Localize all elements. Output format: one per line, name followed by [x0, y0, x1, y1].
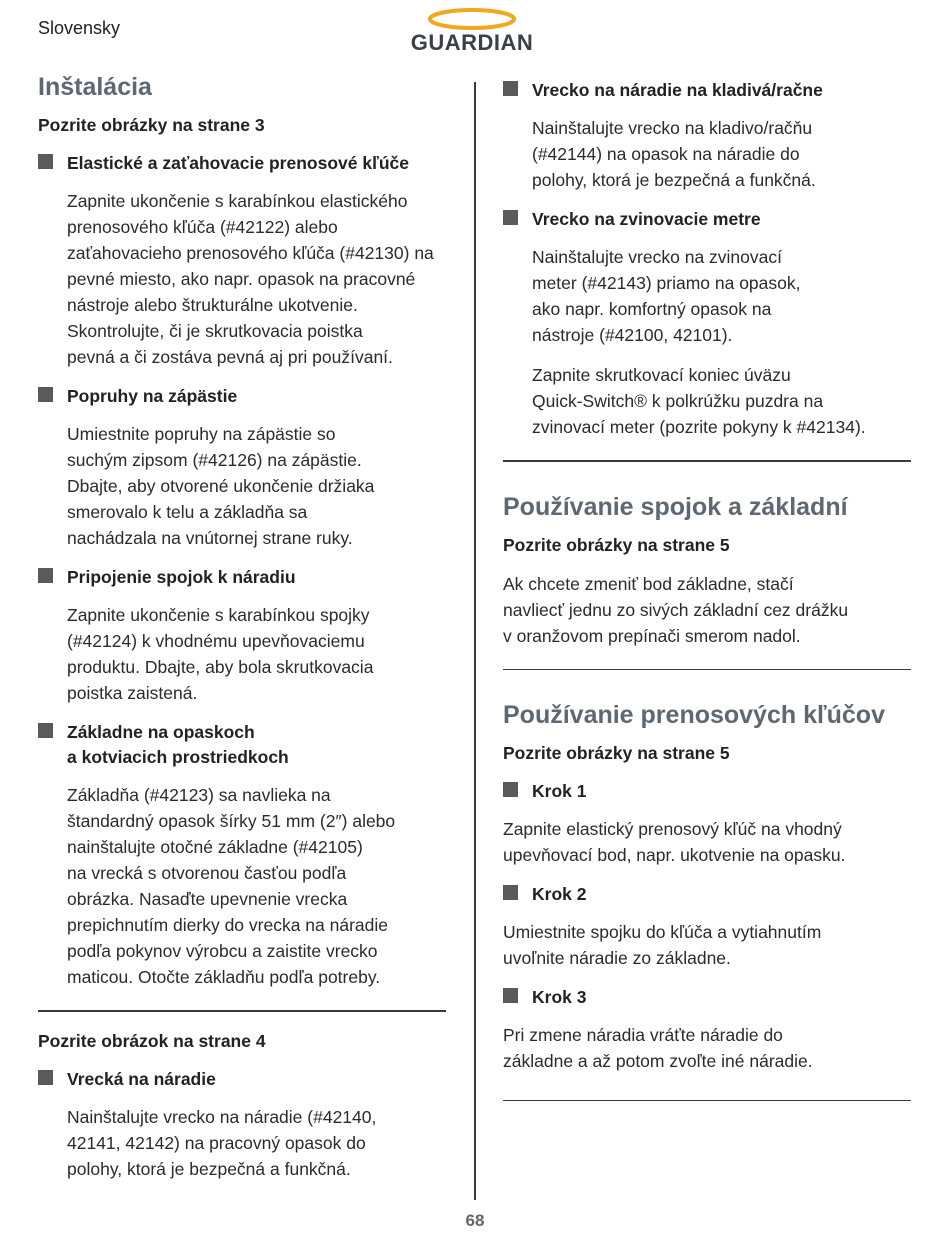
tethers-heading: Používanie prenosových kľúčov	[503, 701, 885, 730]
logo-arc-icon	[426, 4, 518, 32]
step-item	[503, 882, 911, 907]
section-item	[503, 78, 911, 103]
step-title: Krok 3	[532, 986, 587, 1007]
column-divider	[474, 82, 476, 1200]
step-item	[503, 985, 911, 1010]
figure-reference: Pozrite obrázky na strane 5	[503, 534, 730, 555]
item-body: Zapnite ukončenie s karabínkou spojky (#42124) k vhodnému upevňovaciemu produktu. Dbajte, aby bola skrutkovacia poistka zaistená.	[67, 605, 374, 704]
section-item	[38, 151, 446, 176]
bullet-square-icon	[503, 81, 518, 96]
bullet-square-icon	[503, 988, 518, 1003]
item-title: Popruhy na zápästie	[67, 386, 238, 407]
bullet-square-icon	[38, 387, 53, 402]
installation-heading: Inštalácia	[38, 73, 152, 101]
item-title: Vrecko na náradie na kladivá/račne	[532, 80, 823, 100]
figure-reference: Pozrite obrázok na strane 4	[38, 1030, 266, 1051]
bullet-square-icon	[38, 154, 53, 169]
bullet-square-icon	[38, 568, 53, 583]
section-body: Ak chcete zmeniť bod základne, stačí navliecť jednu zo sivých základní cez drážku v oranžovom prepínači smerom nadol.	[503, 573, 849, 646]
figure-reference: Pozrite obrázky na strane 3	[38, 115, 265, 135]
step-body: Zapnite elastický prenosový kľúč na vhodný upevňovací bod, napr. ukotvenie na opasku.	[503, 818, 846, 865]
item-body: Umiestnite popruhy na zápästie so suchým zipsom (#42126) na zápästie. Dbajte, aby otvorené ukončenie držiaka smerovalo k telu a základňa sa nachádzala na vnútornej strane ruky.	[67, 423, 375, 549]
item-title: Elastické a zaťahovacie prenosové kľúče	[67, 152, 409, 173]
item-body: Zapnite skrutkovací koniec úväzu Quick-Switch® k polkrúžku puzdra na zvinovací meter (pozrite pokyny k #42134).	[532, 365, 866, 438]
section-item	[503, 207, 911, 232]
guardian-logo	[386, 4, 558, 55]
section-item	[38, 384, 446, 409]
left-column	[38, 72, 446, 1196]
item-body: Základňa (#42123) sa navlieka na štandardný opasok šírky 51 mm (2″) alebo nainštalujte otočné základne (#42105) na vrecká s otvorenou časťou podľa obrázka. Nasaďte upevnenie vrecka prepichnutím dierky do vrecka na náradie podľa pokynov výrobcu a zaistite vrecko maticou. Otočte základňu podľa potreby.	[67, 784, 396, 988]
section-divider	[503, 669, 911, 671]
bullet-square-icon	[38, 723, 53, 738]
section-divider	[503, 460, 911, 462]
section-item	[38, 1067, 446, 1092]
language-label: Slovensky	[38, 18, 121, 38]
item-body: Nainštalujte vrecko na kladivo/račňu (#42144) na opasok na náradie do polohy, ktorá je bezpečná a funkčná.	[532, 117, 816, 190]
couplings-heading: Používanie spojok a základní	[503, 492, 848, 521]
step-body: Pri zmene náradia vráťte náradie do základne a až potom zvoľte iné náradie.	[503, 1024, 813, 1071]
bullet-square-icon	[503, 210, 518, 225]
section-item	[38, 720, 446, 770]
item-title: Základne na opaskoch a kotviacich prostriedkoch	[67, 722, 289, 768]
item-title: Vrecká na náradie	[67, 1068, 216, 1089]
step-title: Krok 1	[532, 781, 587, 801]
brand-name: GUARDIAN	[410, 30, 534, 55]
item-body: Nainštalujte vrecko na zvinovací meter (#42143) priamo na opasok, ako napr. komfortný opasok na nástroje (#42100, 42101).	[532, 246, 801, 346]
section-divider	[38, 1010, 446, 1012]
step-body: Umiestnite spojku do kľúča a vytiahnutím uvoľnite náradie zo základne.	[503, 921, 822, 968]
right-column	[503, 78, 911, 1101]
bullet-square-icon	[38, 1070, 53, 1085]
item-title: Vrecko na zvinovacie metre	[532, 209, 761, 230]
section-item	[38, 565, 446, 590]
item-title: Pripojenie spojok k náradiu	[67, 567, 296, 588]
section-divider	[503, 1100, 911, 1102]
bullet-square-icon	[503, 885, 518, 900]
figure-reference: Pozrite obrázky na strane 5	[503, 743, 730, 764]
item-body: Zapnite ukončenie s karabínkou elastického prenosového kľúča (#42122) alebo zaťahovacieho prenosového kľúča (#42130) na pevné miesto, ako napr. opasok na pracovné nástroje alebo štrukturálne ukotvenie. Skontrolujte, či je skrutkovacia poistka pevná a či zostáva pevná aj pri používaní.	[67, 190, 434, 367]
bullet-square-icon	[503, 782, 518, 797]
page-number: 68	[465, 1211, 485, 1230]
item-body: Nainštalujte vrecko na náradie (#42140, 42141, 42142) na pracovný opasok do polohy, ktorá je bezpečná a funkčná.	[67, 1106, 377, 1179]
step-title: Krok 2	[532, 883, 587, 904]
step-item	[503, 779, 911, 804]
